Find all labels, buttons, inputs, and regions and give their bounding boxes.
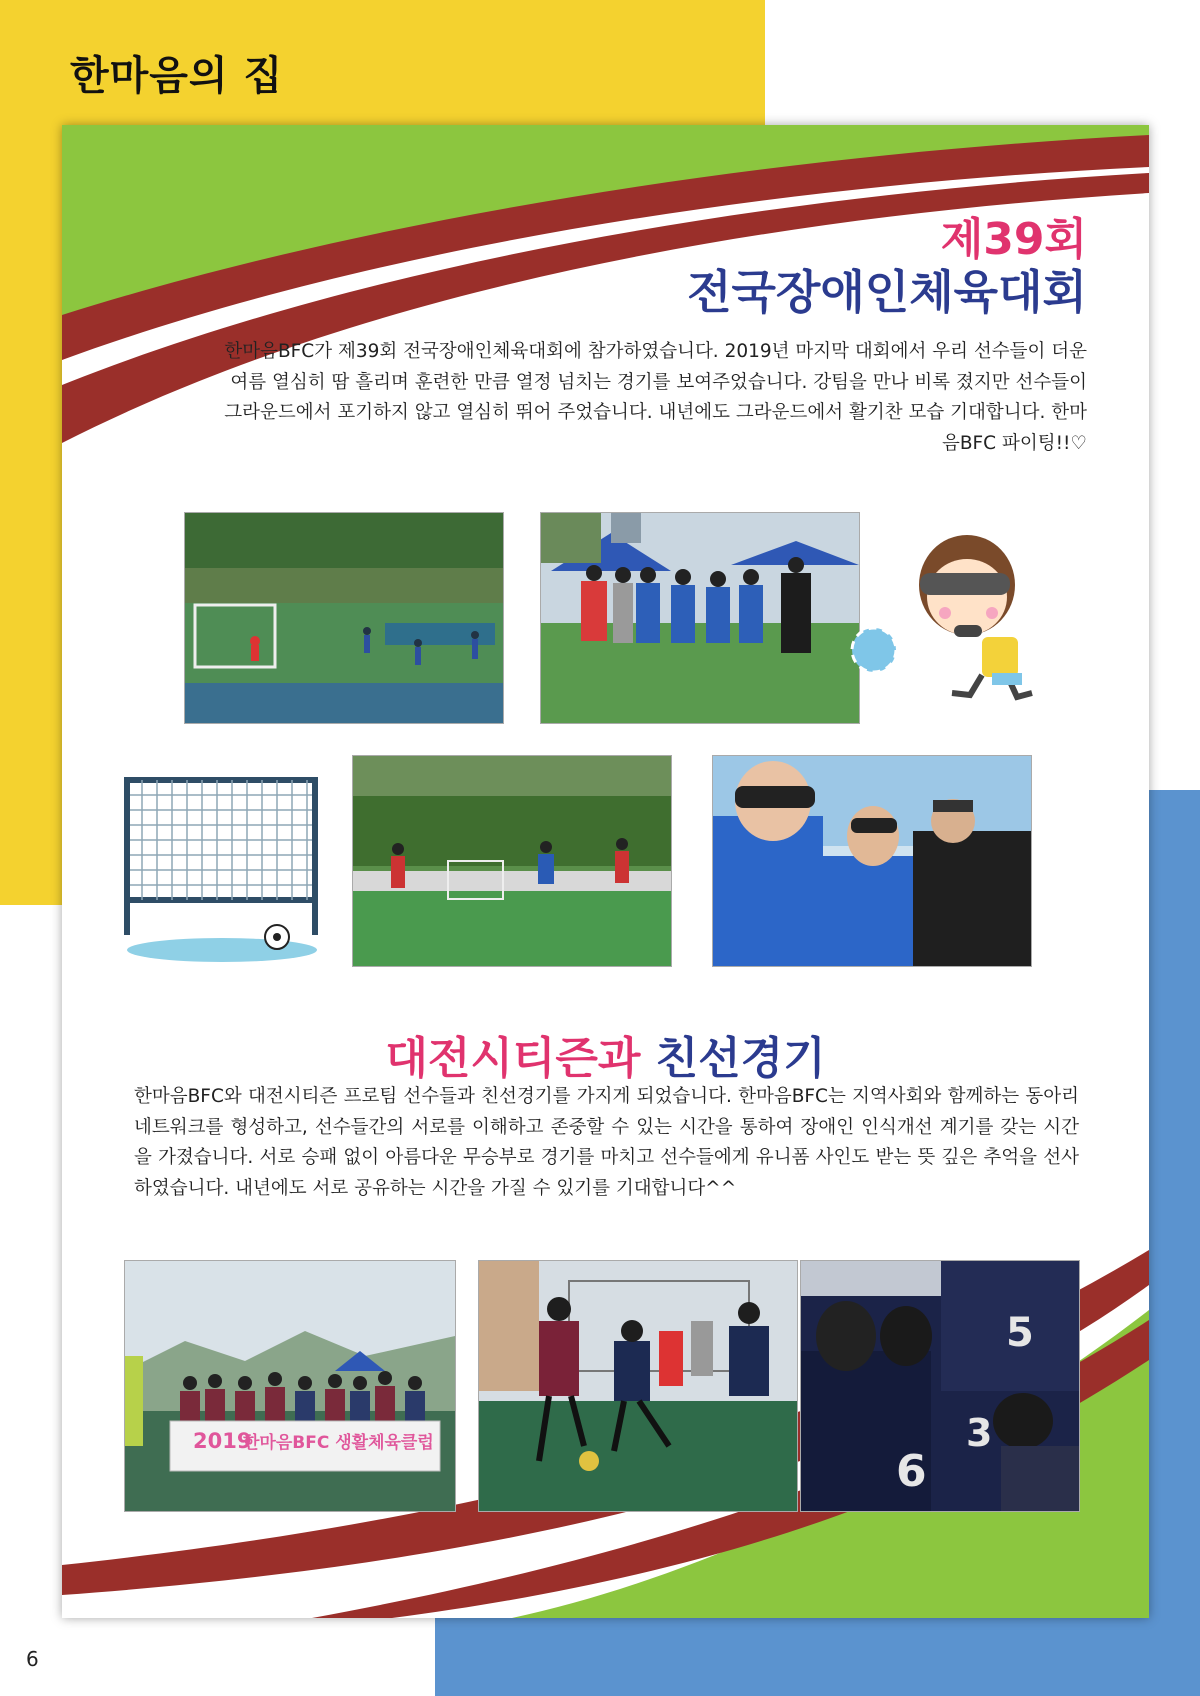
section-title: 한마음의 집 [70, 53, 284, 99]
banner-year: 2019 [193, 1429, 252, 1453]
article2-body: 한마음BFC와 대전시티즌 프로팀 선수들과 친선경기를 가지게 되었습니다. 한마음BFC는 지역사회와 함께하는 동아리 네트워크를 형성하고, 선수들간의 서로를 이해하고 존중할 수 있는 시간을 통하여 장애인 인식개선 계기를 갖는 시간을 가졌습니다. 서로 승패 없이 아름다운 무승부로 경기를 마치고 선수들에게 유니폼 사인도 받는 뜻 깊은 추억을 선사하였습니다. 내년에도 서로 공유하는 시간을 가질 수 있기를 기대합니다^^ [134, 1086, 1079, 1199]
content-card [62, 125, 1149, 1618]
article1-title-line2: 전국장애인체육대회 [687, 264, 1087, 319]
photo-friendly-match [478, 1260, 798, 1512]
photo-jersey-signing [800, 1260, 1080, 1512]
jersey-number-b: 5 [1006, 1310, 1034, 1356]
article1-body: 한마음BFC가 제39회 전국장애인체육대회에 참가하였습니다. 2019년 마지막 대회에서 우리 선수들이 더운 여름 열심히 땀 흘리며 훈련한 만큼 열정 넘치는 경기를 보여주었습니다. 강팀을 만나 비록 졌지만 선수들이 그라운드에서 포기하지 않고 열심히 뛰어 주었습니다. 내년에도 그라운드에서 활기찬 모습 기대합니다. 한마음BFC 파이팅!!♡ [224, 341, 1087, 454]
blindfolded-player-illustration [842, 525, 1052, 715]
goal-net-illustration [122, 775, 322, 975]
article2-title-part2: 친선경기 [655, 1033, 826, 1084]
article2-title-part1: 대전시티즌과 [385, 1033, 641, 1084]
photo-team-banner [124, 1260, 456, 1512]
photo-blindfold-fitting [712, 755, 1032, 967]
photo-field-goal [184, 512, 504, 724]
banner-title: 한마음BFC 생활체육클럽 [243, 1433, 434, 1453]
article2-title [62, 1022, 1149, 1086]
jersey-number-c: 3 [966, 1411, 993, 1455]
article1-title [687, 215, 1087, 318]
page-number: 6 [26, 1647, 39, 1671]
article1-title-line1: 제39회 [940, 214, 1087, 265]
photo-match-play [352, 755, 672, 967]
jersey-number-a: 6 [896, 1446, 927, 1497]
photo-team-group [540, 512, 860, 724]
